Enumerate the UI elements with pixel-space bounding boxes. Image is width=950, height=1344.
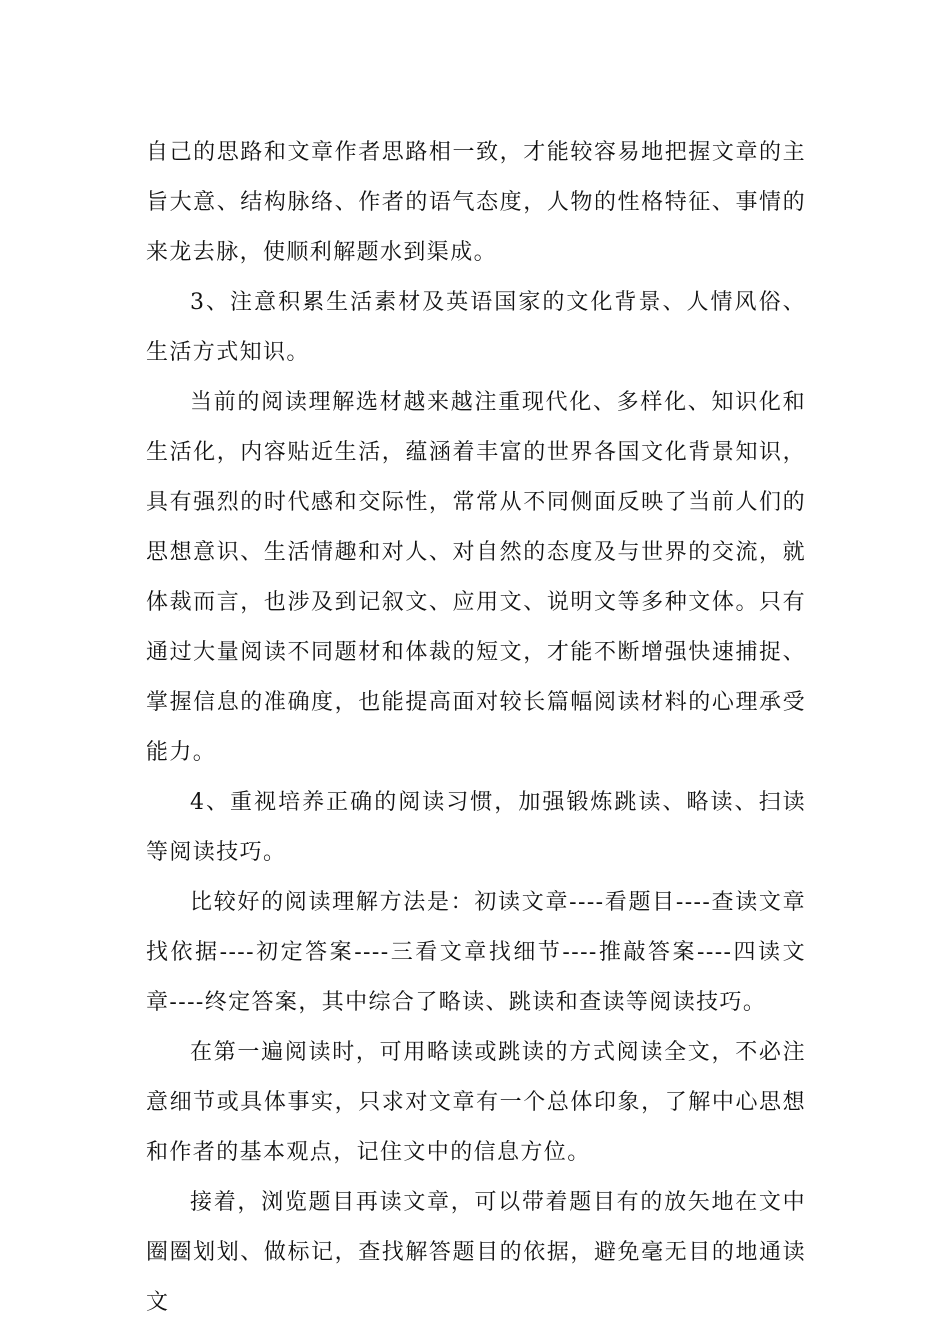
paragraph-point-3: 3、注意积累生活素材及英语国家的文化背景、人情风俗、生活方式知识。 (146, 290, 806, 365)
paragraph-first-reading: 在第一遍阅读时，可用略读或跳读的方式阅读全文，不必注意细节或具体事实，只求对文章有一个总体印象，了解中心思想和作者的基本观点，记住文中的信息方位。 (146, 1040, 806, 1165)
paragraph-reading-method: 比较好的阅读理解方法是：初读文章----看题目----查读文章找依据----初定答案----三看文章找细节----推敲答案----四读文章----终定答案，其中综合了略读、跳读和查读等阅读技巧。 (146, 890, 806, 1015)
document-body (146, 128, 806, 1328)
paragraph-point-4: 4、重视培养正确的阅读习惯，加强锻炼跳读、略读、扫读等阅读技巧。 (146, 790, 806, 865)
paragraph-continuation: 自己的思路和文章作者思路相一致，才能较容易地把握文章的主旨大意、结构脉络、作者的语气态度，人物的性格特征、事情的来龙去脉，使顺利解题水到渠成。 (146, 140, 806, 265)
paragraph-next-step: 接着，浏览题目再读文章，可以带着题目有的放矢地在文中圈圈划划、做标记，查找解答题目的依据，避免毫无目的地通读文 (146, 1190, 806, 1315)
paragraph-reading-materials: 当前的阅读理解选材越来越注重现代化、多样化、知识化和生活化，内容贴近生活，蕴涵着丰富的世界各国文化背景知识，具有强烈的时代感和交际性，常常从不同侧面反映了当前人们的思想意识、生活情趣和对人、对自然的态度及与世界的交流，就体裁而言，也涉及到记叙文、应用文、说明文等多种文体。只有通过大量阅读不同题材和体裁的短文，才能不断增强快速捕捉、掌握信息的准确度，也能提高面对较长篇幅阅读材料的心理承受能力。 (146, 390, 806, 765)
